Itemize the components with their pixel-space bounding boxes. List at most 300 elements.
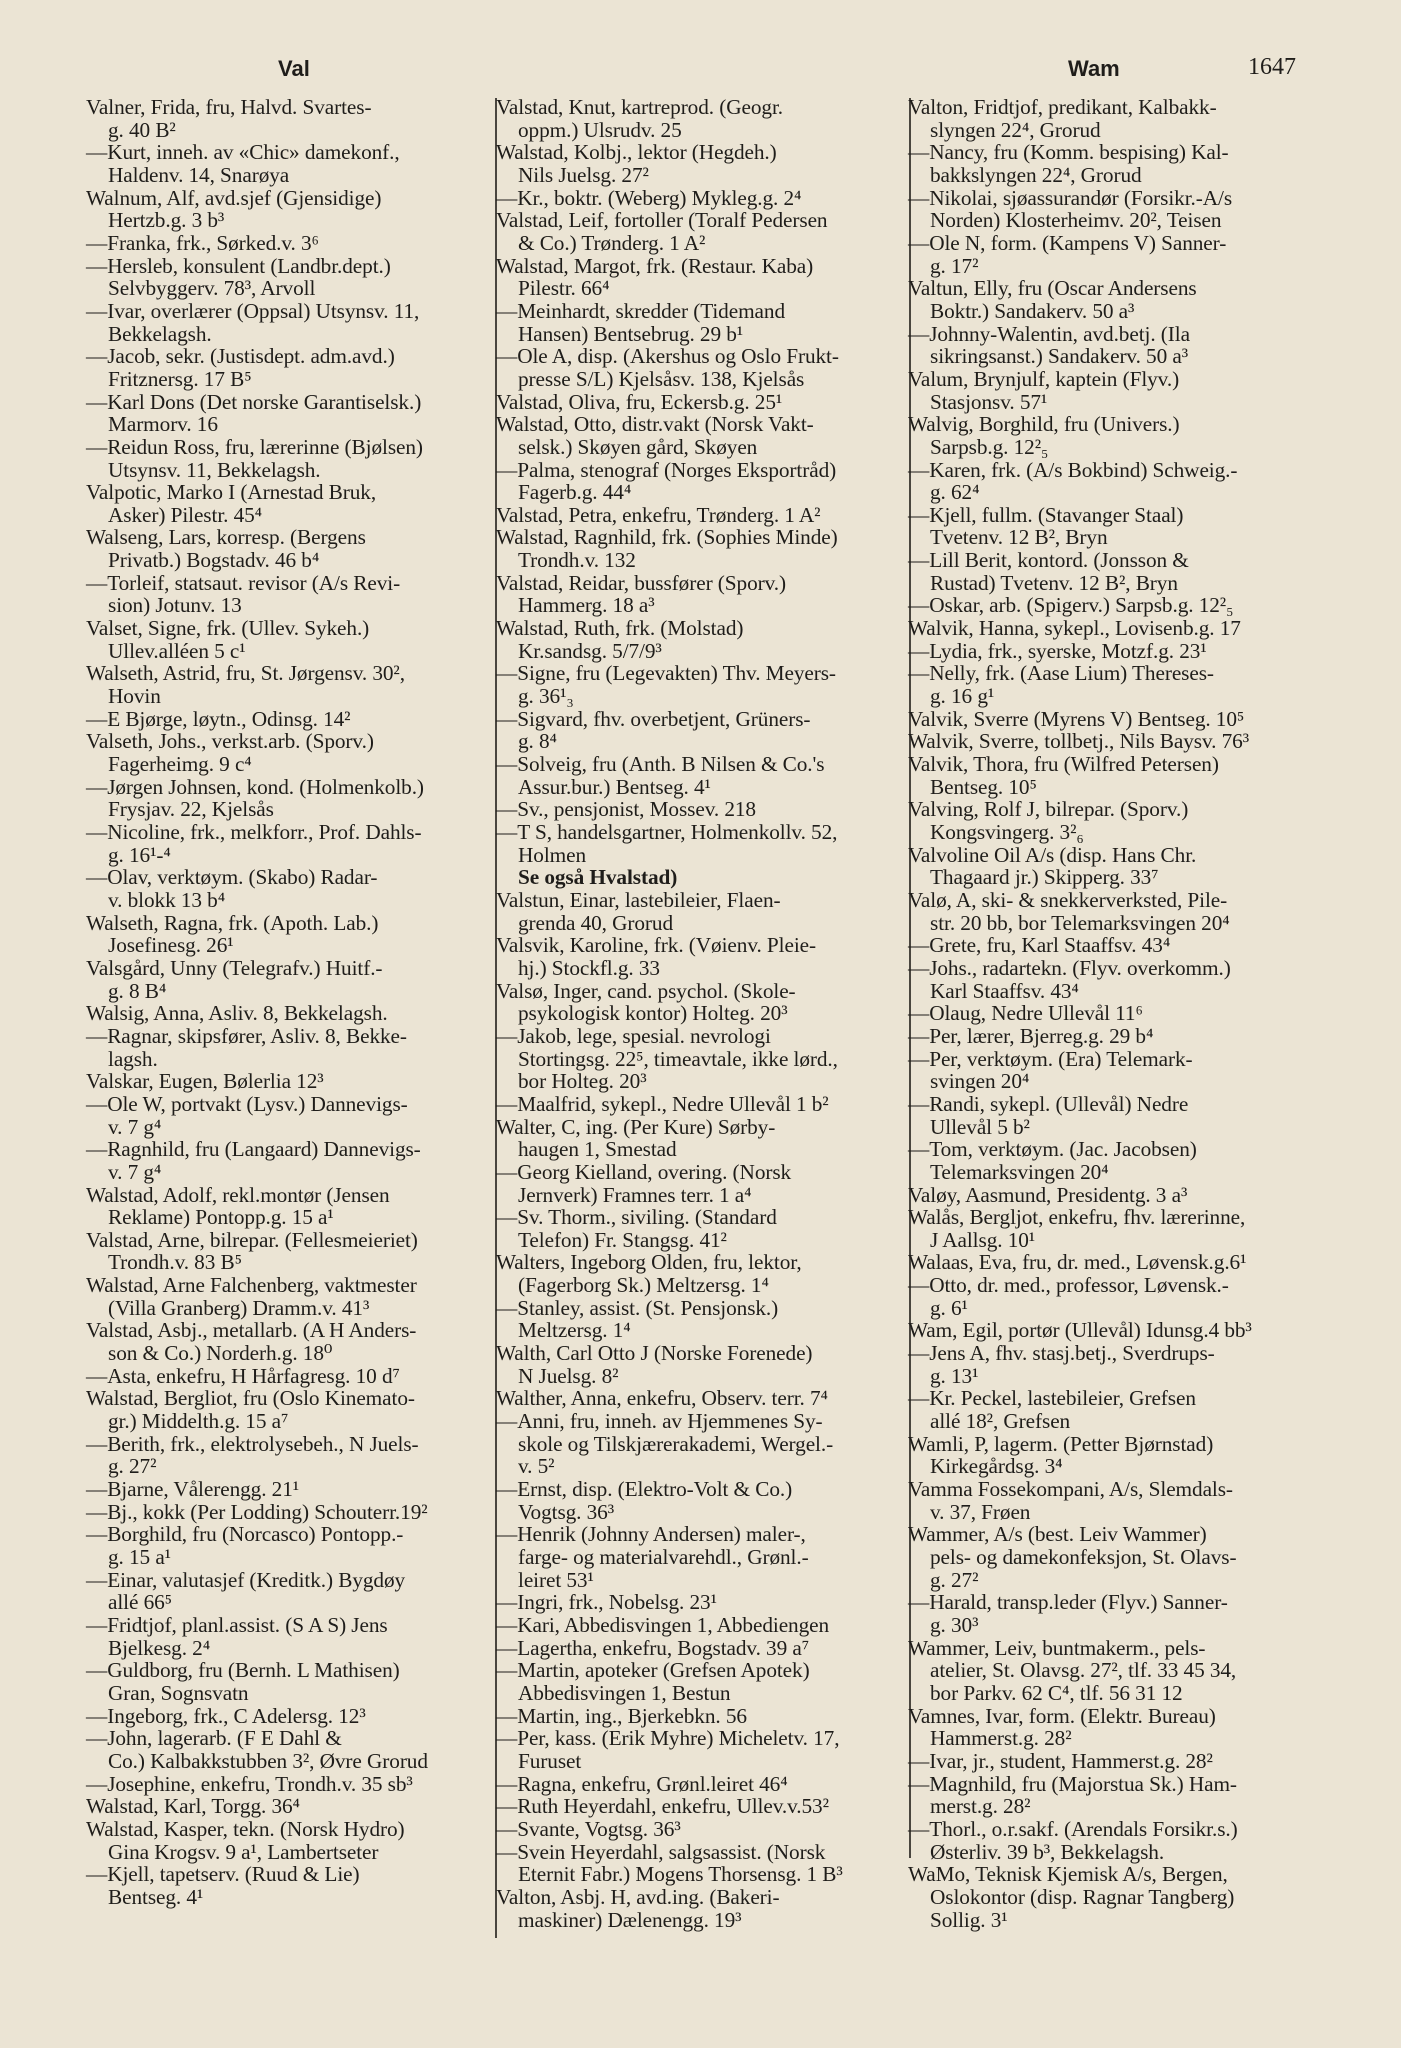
entry-continuation-line: Bekkelagsh. bbox=[108, 321, 212, 346]
directory-entry bbox=[908, 889, 1320, 934]
directory-entry bbox=[86, 1229, 492, 1274]
entry-line: Valum, Brynjulf, kaptein (Flyv.) bbox=[908, 366, 1180, 391]
directory-entry bbox=[908, 1002, 1320, 1025]
running-head-right: Wam bbox=[1068, 56, 1120, 81]
entry-line: Walaas, Eva, fru, dr. med., Løvensk.g.6¹ bbox=[908, 1250, 1247, 1275]
directory-entry bbox=[496, 1614, 910, 1637]
entry-line: Valstad, Reidar, bussfører (Sporv.) bbox=[496, 570, 786, 595]
entry-continuation-line: selsk.) Skøyen gård, Skøyen bbox=[518, 434, 758, 459]
directory-entry bbox=[86, 1138, 492, 1183]
entry-line: —Ernst, disp. (Elektro-Volt & Co.) bbox=[496, 1477, 793, 1502]
directory-entry bbox=[496, 662, 910, 707]
directory-entry bbox=[86, 1614, 492, 1659]
entry-continuation-line: presse S/L) Kjelsåsv. 138, Kjelsås bbox=[518, 366, 805, 391]
entry-continuation-line: Vogtsg. 36³ bbox=[518, 1499, 615, 1524]
entry-line: —Martin, ing., Bjerkebkn. 56 bbox=[496, 1703, 747, 1728]
entry-continuation-line: Furuset bbox=[518, 1748, 582, 1773]
entry-continuation-line: bakkslyngen 22⁴, Grorud bbox=[930, 162, 1142, 187]
entry-line: —Martin, apoteker (Grefsen Apotek) bbox=[496, 1658, 810, 1683]
entry-line: —Jacob, sekr. (Justisdept. adm.avd.) bbox=[86, 344, 395, 369]
directory-entry bbox=[496, 1093, 910, 1116]
directory-entry bbox=[496, 1206, 910, 1251]
entry-continuation-line: gr.) Middelth.g. 15 a⁷ bbox=[108, 1409, 289, 1434]
directory-entry bbox=[908, 1591, 1320, 1636]
entry-line: —Nikolai, sjøassurandør (Forsikr.-A/s bbox=[908, 185, 1233, 210]
directory-entry bbox=[908, 1206, 1320, 1251]
directory-entry bbox=[908, 1818, 1320, 1863]
entry-line: Walvik, Hanna, sykepl., Lovisenb.g. 17 bbox=[908, 616, 1241, 641]
directory-entry bbox=[86, 957, 492, 1002]
directory-entry bbox=[908, 594, 1320, 617]
page-number: 1647 bbox=[1248, 54, 1296, 80]
entry-line: Walstad, Margot, frk. (Restaur. Kaba) bbox=[496, 253, 814, 278]
entry-continuation-line: farge- og materialvarehdl., Grønl.- bbox=[518, 1545, 809, 1569]
entry-line: —Nelly, frk. (Aase Lium) Thereses- bbox=[908, 661, 1214, 686]
entry-continuation-line: Privatb.) Bogstadv. 46 b⁴ bbox=[108, 548, 320, 573]
entry-line: —Ragnar, skipsfører, Asliv. 8, Bekke- bbox=[86, 1023, 407, 1048]
directory-entry bbox=[86, 1727, 492, 1772]
entry-line: —Randi, sykepl. (Ullevål) Nedre bbox=[908, 1091, 1189, 1116]
entry-continuation-line: Karl Staaffsv. 43⁴ bbox=[930, 978, 1079, 1003]
entry-continuation-line: v. 7 g⁴ bbox=[108, 1159, 162, 1184]
entry-continuation-line: & Co.) Trønderg. 1 A² bbox=[518, 230, 706, 255]
entry-continuation-line: Ullev.alléen 5 c¹ bbox=[108, 638, 246, 663]
directory-entry bbox=[86, 187, 492, 232]
directory-entry bbox=[908, 413, 1320, 458]
entry-line: Walseng, Lars, korresp. (Bergens bbox=[86, 525, 366, 550]
directory-entry bbox=[86, 1478, 492, 1501]
entry-line: Valvoline Oil A/s (disp. Hans Chr. bbox=[908, 842, 1197, 867]
entry-continuation-line: Stortingsg. 22⁵, timeavtale, ikke lørd., bbox=[518, 1046, 838, 1071]
directory-entry bbox=[86, 1319, 492, 1364]
entry-line: —Kr. Peckel, lastebileier, Grefsen bbox=[908, 1386, 1196, 1411]
entry-line: —Svein Heyerdahl, salgsassist. (Norsk bbox=[496, 1839, 826, 1864]
entry-line: Valstad, Asbj., metallarb. (A H Anders- bbox=[86, 1318, 417, 1343]
entry-line: —Einar, valutasjef (Kreditk.) Bygdøy bbox=[86, 1567, 406, 1592]
entry-line: Valøy, Aasmund, Presidentg. 3 a³ bbox=[908, 1182, 1188, 1207]
directory-entry bbox=[908, 1048, 1320, 1093]
entry-continuation-line: g. 27² bbox=[108, 1454, 157, 1479]
entry-continuation-line: son & Co.) Norderh.g. 18⁰ bbox=[108, 1341, 333, 1366]
directory-entry bbox=[496, 1523, 910, 1591]
entry-continuation-line: Selvbyggerv. 78³, Arvoll bbox=[108, 276, 316, 301]
entry-continuation-line: g. 8 B⁴ bbox=[108, 978, 167, 1003]
entry-line: —Ragna, enkefru, Grønl.leiret 46⁴ bbox=[496, 1771, 788, 1796]
entry-continuation-line: Kr.sandsg. 5/7/9³ bbox=[518, 638, 662, 663]
directory-entry bbox=[496, 459, 910, 504]
entry-line: Valton, Asbj. H, avd.ing. (Bakeri- bbox=[496, 1884, 780, 1909]
entry-line: Valtun, Elly, fru (Oscar Andersens bbox=[908, 276, 1197, 301]
directory-entry bbox=[908, 187, 1320, 232]
directory-entry bbox=[86, 1093, 492, 1138]
entry-continuation-line: g. 16¹‑⁴ bbox=[108, 842, 171, 867]
entry-continuation-line: haugen 1, Smestad bbox=[518, 1137, 677, 1162]
entry-continuation-line: Gran, Sognsvatn bbox=[108, 1680, 249, 1705]
entry-line: Valving, Rolf J, bilrepar. (Sporv.) bbox=[908, 797, 1189, 822]
directory-entry bbox=[908, 1773, 1320, 1818]
entry-line: Valstad, Leif, fortoller (Toralf Pedersen bbox=[496, 208, 828, 233]
entry-continuation-line: g. 27² bbox=[930, 1567, 979, 1592]
entry-continuation-line: lagsh. bbox=[108, 1046, 158, 1071]
directory-entry bbox=[908, 1184, 1320, 1207]
entry-continuation-line: bor Holteg. 20³ bbox=[518, 1069, 647, 1094]
directory-entry bbox=[908, 1093, 1320, 1138]
directory-entry bbox=[908, 368, 1320, 413]
entry-continuation-line: Reklame) Pontopp.g. 15 a¹ bbox=[108, 1205, 334, 1230]
directory-entry bbox=[496, 526, 910, 571]
entry-continuation-line: Trondh.v. 132 bbox=[518, 548, 636, 573]
directory-entry bbox=[908, 640, 1320, 663]
directory-entry bbox=[908, 459, 1320, 504]
entry-continuation-line: Bentseg. 4¹ bbox=[108, 1884, 204, 1909]
entry-continuation-line: Josefinesg. 26¹ bbox=[108, 933, 234, 958]
entry-line: Wam, Egil, portør (Ullevål) Idunsg.4 bb³ bbox=[908, 1318, 1252, 1343]
entry-line: —Sv. Thorm., siviling. (Standard bbox=[496, 1205, 777, 1230]
directory-entry bbox=[908, 1319, 1320, 1342]
directory-entry bbox=[908, 798, 1320, 843]
entry-line: —Tom, verktøym. (Jac. Jacobsen) bbox=[908, 1137, 1197, 1162]
directory-entry bbox=[908, 504, 1320, 549]
entry-continuation-line: Rustad) Tvetenv. 12 B², Bryn bbox=[930, 570, 1178, 595]
entry-line: WaMo, Teknisk Kjemisk A/s, Bergen, bbox=[908, 1862, 1228, 1887]
entry-line: —Berith, frk., elektrolysebeh., N Juels- bbox=[86, 1431, 419, 1456]
entry-line: Valton, Fridtjof, predikant, Kalbakk- bbox=[908, 95, 1217, 119]
directory-entry bbox=[496, 1727, 910, 1772]
entry-line: —Borghild, fru (Norcasco) Pontopp.- bbox=[86, 1522, 404, 1547]
directory-entry bbox=[86, 481, 492, 526]
directory-entry bbox=[86, 232, 492, 255]
directory-entry bbox=[908, 549, 1320, 594]
entry-continuation-line: v. blokk 13 b⁴ bbox=[108, 887, 226, 912]
directory-entry bbox=[908, 1750, 1320, 1773]
directory-entry bbox=[908, 957, 1320, 1002]
directory-entry bbox=[86, 526, 492, 571]
entry-line: —Thorl., o.r.sakf. (Arendals Forsikr.s.) bbox=[908, 1816, 1238, 1841]
entry-line: Walter, C, ing. (Per Kure) Sørby- bbox=[496, 1114, 776, 1139]
entry-line: —Maalfrid, sykepl., Nedre Ullevål 1 b² bbox=[496, 1091, 829, 1116]
entry-line: —Grete, fru, Karl Staaffsv. 43⁴ bbox=[908, 933, 1171, 958]
entry-line: Wamli, P, lagerm. (Petter Bjørnstad) bbox=[908, 1431, 1214, 1456]
entry-continuation-line: oppm.) Ulsrudv. 25 bbox=[518, 117, 682, 142]
entry-line: Valsgård, Unny (Telegrafv.) Huitf.- bbox=[86, 955, 383, 980]
directory-entry bbox=[496, 708, 910, 753]
entry-line: —Otto, dr. med., professor, Løvensk.- bbox=[908, 1273, 1229, 1298]
entry-line: —Signe, fru (Legevakten) Thv. Meyers- bbox=[496, 661, 836, 686]
directory-entry bbox=[496, 300, 910, 345]
entry-line: Valset, Signe, frk. (Ullev. Sykeh.) bbox=[86, 616, 370, 641]
entry-line: Valstun, Einar, lastebileier, Flaen- bbox=[496, 887, 781, 912]
entry-line: Se også Hvalstad) bbox=[518, 865, 678, 890]
entry-line: —Josephine, enkefru, Trondh.v. 35 sb³ bbox=[86, 1771, 413, 1796]
entry-continuation-line: Oslokontor (disp. Ragnar Tangberg) bbox=[930, 1884, 1235, 1909]
entry-line: —Ivar, jr., student, Hammerst.g. 28² bbox=[908, 1748, 1213, 1773]
entry-line: —Karen, frk. (A/s Bokbind) Schweig.- bbox=[908, 457, 1238, 482]
entry-line: Walstad, Ragnhild, frk. (Sophies Minde) bbox=[496, 525, 838, 550]
entry-line: Valø, A, ski- & snekkerverksted, Pile- bbox=[908, 887, 1228, 912]
entry-line: —Ole A, disp. (Akershus og Oslo Frukt- bbox=[496, 344, 839, 369]
entry-line: —Jørgen Johnsen, kond. (Holmenkolb.) bbox=[86, 774, 424, 799]
entry-continuation-line: g. 8⁴ bbox=[518, 729, 557, 754]
directory-entry bbox=[86, 436, 492, 481]
entry-continuation-line: maskiner) Dælenengg. 19³ bbox=[518, 1907, 742, 1932]
page-header bbox=[0, 56, 1401, 90]
directory-entry bbox=[908, 277, 1320, 322]
entry-line: —Bjarne, Vålerengg. 21¹ bbox=[86, 1477, 300, 1502]
entry-continuation-line: g. 15 a¹ bbox=[108, 1545, 171, 1569]
entry-continuation-line: Asker) Pilestr. 45⁴ bbox=[108, 502, 262, 527]
entry-line: —Jens A, fhv. stasj.betj., Sverdrups- bbox=[908, 1341, 1215, 1366]
entry-line: —Johs., radartekn. (Flyv. overkomm.) bbox=[908, 955, 1231, 980]
directory-entry bbox=[496, 96, 910, 141]
entry-line: —Kr., boktr. (Weberg) Mykleg.g. 2⁴ bbox=[496, 185, 802, 210]
entry-line: Vamma Fossekompani, A/s, Slemdals- bbox=[908, 1477, 1233, 1502]
entry-line: —Solveig, fru (Anth. B Nilsen & Co.'s bbox=[496, 752, 825, 777]
entry-line: Walstad, Otto, distr.vakt (Norsk Vakt- bbox=[496, 412, 814, 437]
directory-entry bbox=[496, 1478, 910, 1523]
entry-line: Walnum, Alf, avd.sjef (Gjensidige) bbox=[86, 185, 382, 210]
entry-continuation-line: Frysjav. 22, Kjelsås bbox=[108, 797, 274, 822]
entry-line: —Per, lærer, Bjerreg.g. 29 b⁴ bbox=[908, 1023, 1154, 1048]
entry-continuation-line: v. 37, Frøen bbox=[930, 1499, 1031, 1524]
entry-line: —Ole N, form. (Kampens V) Sanner- bbox=[908, 230, 1227, 255]
entry-continuation-line: Sollig. 3¹ bbox=[930, 1907, 1008, 1932]
entry-continuation-line: Kirkegårdsg. 3⁴ bbox=[930, 1454, 1063, 1479]
directory-column-2 bbox=[496, 96, 910, 1931]
entry-line: Valstad, Oliva, fru, Eckersb.g. 25¹ bbox=[496, 389, 783, 414]
entry-continuation-line: Østerliv. 39 b³, Bekkelagsh. bbox=[930, 1839, 1165, 1864]
entry-line: —Lydia, frk., syerske, Motzf.g. 23¹ bbox=[908, 638, 1207, 663]
directory-entry bbox=[86, 1387, 492, 1432]
entry-continuation-line: pels- og damekonfeksjon, St. Olavs- bbox=[930, 1545, 1237, 1569]
entry-line: —Svante, Vogtsg. 36³ bbox=[496, 1816, 681, 1841]
entry-line: —Ivar, overlærer (Oppsal) Utsynsv. 11, bbox=[86, 298, 420, 323]
directory-column-3 bbox=[908, 96, 1320, 1931]
entry-line: Walth, Carl Otto J (Norske Forenede) bbox=[496, 1341, 813, 1366]
directory-entry bbox=[496, 1818, 910, 1841]
directory-entry bbox=[86, 572, 492, 617]
entry-continuation-line: merst.g. 28² bbox=[930, 1794, 1031, 1819]
directory-entry bbox=[908, 1342, 1320, 1387]
directory-entry bbox=[86, 300, 492, 345]
directory-entry bbox=[496, 391, 910, 414]
entry-continuation-line: Stasjonsv. 57¹ bbox=[930, 389, 1048, 414]
entry-line: —Bj., kokk (Per Lodding) Schouterr.19² bbox=[86, 1499, 428, 1524]
entry-line: —Ole W, portvakt (Lysv.) Dannevigs- bbox=[86, 1091, 408, 1116]
entry-continuation-line: Abbedisvingen 1, Bestun bbox=[518, 1680, 731, 1705]
entry-continuation-line: sikringsanst.) Sandakerv. 50 a³ bbox=[930, 344, 1189, 369]
directory-entry bbox=[86, 662, 492, 707]
directory-entry bbox=[86, 1705, 492, 1728]
directory-entry bbox=[496, 821, 910, 866]
directory-entry bbox=[908, 730, 1320, 753]
entry-line: Walther, Anna, enkefru, Observ. terr. 7⁴ bbox=[496, 1386, 828, 1411]
entry-continuation-line: g. 16 g¹ bbox=[930, 684, 995, 709]
directory-column-1 bbox=[86, 96, 492, 1909]
directory-entry bbox=[496, 1841, 910, 1886]
directory-entry bbox=[86, 1274, 492, 1319]
directory-entry bbox=[496, 1251, 910, 1296]
entry-line: Valsvik, Karoline, frk. (Vøienv. Pleie- bbox=[496, 933, 817, 958]
entry-continuation-line: g. 6¹ bbox=[930, 1295, 968, 1320]
entry-line: —Per, kass. (Erik Myhre) Micheletv. 17, bbox=[496, 1726, 840, 1751]
entry-continuation-line: Bentseg. 10⁵ bbox=[930, 774, 1037, 799]
entry-line: Walvig, Borghild, fru (Univers.) bbox=[908, 412, 1180, 437]
entry-line: —Kjell, tapetserv. (Ruud & Lie) bbox=[86, 1862, 360, 1887]
entry-continuation-line: svingen 20⁴ bbox=[930, 1069, 1030, 1094]
entry-line: Vamnes, Ivar, form. (Elektr. Bureau) bbox=[908, 1703, 1216, 1728]
entry-line: —Nancy, fru (Komm. bespising) Kal- bbox=[908, 140, 1229, 165]
entry-continuation-line: str. 20 bb, bor Telemarksvingen 20⁴ bbox=[930, 910, 1230, 935]
entry-line: —Hersleb, konsulent (Landbr.dept.) bbox=[86, 253, 391, 278]
entry-continuation-line: Pilestr. 66⁴ bbox=[518, 276, 610, 301]
entry-line: —Per, verktøym. (Era) Telemark- bbox=[908, 1046, 1193, 1071]
entry-line: —Lill Berit, kontord. (Jonsson & bbox=[908, 548, 1189, 573]
directory-entry bbox=[908, 1705, 1320, 1750]
entry-line: —Reidun Ross, fru, lærerinne (Bjølsen) bbox=[86, 434, 423, 459]
directory-entry bbox=[496, 1591, 910, 1614]
entry-line: —Harald, transp.leder (Flyv.) Sanner- bbox=[908, 1590, 1228, 1615]
directory-entry bbox=[86, 1863, 492, 1908]
directory-entry bbox=[496, 934, 910, 979]
entry-line: Walstad, Kolbj., lektor (Hegdeh.) bbox=[496, 140, 777, 165]
directory-entry bbox=[496, 413, 910, 458]
directory-entry bbox=[496, 209, 910, 254]
entry-continuation-line: Telefon) Fr. Stangsg. 41² bbox=[518, 1227, 727, 1252]
entry-continuation-line: Hammerg. 18 a³ bbox=[518, 593, 655, 618]
entry-continuation-line: Co.) Kalbakkstubben 3², Øvre Grorud bbox=[108, 1748, 428, 1773]
directory-entry bbox=[496, 1387, 910, 1410]
entry-continuation-line: Kongsvingerg. 3²₆ bbox=[930, 820, 1084, 844]
entry-continuation-line: Meltzersg. 1⁴ bbox=[518, 1318, 631, 1343]
entry-line: —Olaug, Nedre Ullevål 11⁶ bbox=[908, 1001, 1143, 1026]
entry-line: —Olav, verktøym. (Skabo) Radar- bbox=[86, 865, 378, 890]
directory-entry bbox=[908, 1274, 1320, 1319]
entry-line: Walstad, Arne Falchenberg, vaktmester bbox=[86, 1273, 417, 1298]
entry-line: Valskar, Eugen, Bølerlia 12³ bbox=[86, 1069, 324, 1094]
directory-entry bbox=[86, 776, 492, 821]
entry-continuation-line: Fagerb.g. 44⁴ bbox=[518, 480, 632, 505]
directory-entry bbox=[908, 844, 1320, 889]
entry-line: —Meinhardt, skredder (Tidemand bbox=[496, 298, 785, 323]
directory-entry bbox=[908, 1523, 1320, 1591]
directory-entry bbox=[86, 1365, 492, 1388]
entry-line: —Sv., pensjonist, Mossev. 218 bbox=[496, 797, 756, 822]
entry-continuation-line: allé 66⁵ bbox=[108, 1590, 172, 1615]
directory-entry bbox=[908, 1863, 1320, 1931]
entry-continuation-line: atelier, St. Olavsg. 27², tlf. 33 45 34, bbox=[930, 1658, 1237, 1683]
entry-line: Walters, Ingeborg Olden, fru, lektor, bbox=[496, 1250, 802, 1275]
entry-line: Wammer, A/s (best. Leiv Wammer) bbox=[908, 1522, 1207, 1547]
directory-entry bbox=[496, 1886, 910, 1931]
directory-entry bbox=[496, 1637, 910, 1660]
entry-line: —Fridtjof, planl.assist. (S A S) Jens bbox=[86, 1612, 388, 1637]
directory-entry bbox=[86, 708, 492, 731]
directory-entry bbox=[908, 141, 1320, 186]
directory-entry bbox=[496, 866, 910, 889]
entry-line: —T S, handelsgartner, Holmenkollv. 52, bbox=[496, 820, 838, 844]
entry-line: —Anni, fru, inneh. av Hjemmenes Sy- bbox=[496, 1409, 823, 1434]
entry-continuation-line: J Aallsg. 10¹ bbox=[930, 1227, 1036, 1252]
directory-entry bbox=[496, 572, 910, 617]
entry-continuation-line: skole og Tilskjærerakademi, Wergel.- bbox=[518, 1431, 834, 1456]
directory-entry bbox=[908, 1433, 1320, 1478]
directory-entry bbox=[908, 96, 1320, 141]
entry-line: —Nicoline, frk., melkforr., Prof. Dahls- bbox=[86, 820, 422, 844]
entry-continuation-line: v. 5² bbox=[518, 1454, 555, 1479]
entry-continuation-line: g. 30³ bbox=[930, 1612, 979, 1637]
entry-continuation-line: Holmen bbox=[518, 842, 587, 867]
entry-continuation-line: g. 13¹ bbox=[930, 1363, 979, 1388]
entry-continuation-line: sion) Jotunv. 13 bbox=[108, 593, 242, 618]
directory-entry bbox=[908, 617, 1320, 640]
entry-line: Walstad, Kasper, tekn. (Norsk Hydro) bbox=[86, 1816, 405, 1841]
directory-entry bbox=[908, 1478, 1320, 1523]
entry-line: —Lagertha, enkefru, Bogstadv. 39 a⁷ bbox=[496, 1635, 810, 1660]
entry-continuation-line: Utsynsv. 11, Bekkelagsh. bbox=[108, 457, 321, 482]
entry-continuation-line: bor Parkv. 62 C⁴, tlf. 56 31 12 bbox=[930, 1680, 1183, 1705]
entry-line: Walstad, Ruth, frk. (Molstad) bbox=[496, 616, 744, 641]
directory-entry bbox=[86, 1659, 492, 1704]
entry-line: Walås, Bergljot, enkefru, fhv. lærerinne, bbox=[908, 1205, 1246, 1230]
directory-entry bbox=[86, 617, 492, 662]
directory-entry bbox=[908, 1138, 1320, 1183]
entry-line: Valner, Frida, fru, Halvd. Svartes- bbox=[86, 95, 372, 119]
entry-line: —Karl Dons (Det norske Garantiselsk.) bbox=[86, 389, 422, 414]
directory-entry bbox=[908, 1025, 1320, 1048]
entry-continuation-line: Sarpsb.g. 12²₅ bbox=[930, 434, 1049, 459]
directory-entry bbox=[86, 1184, 492, 1229]
directory-entry bbox=[86, 866, 492, 911]
directory-entry bbox=[496, 889, 910, 934]
entry-line: Valvik, Sverre (Myrens V) Bentseg. 10⁵ bbox=[908, 706, 1245, 731]
entry-continuation-line: Hovin bbox=[108, 684, 161, 709]
directory-entry bbox=[496, 980, 910, 1025]
entry-line: —Ingeborg, frk., C Adelersg. 12³ bbox=[86, 1703, 366, 1728]
directory-entry bbox=[86, 1523, 492, 1568]
entry-line: —Ragnhild, fru (Langaard) Dannevigs- bbox=[86, 1137, 421, 1162]
entry-line: Valvik, Thora, fru (Wilfred Petersen) bbox=[908, 752, 1219, 777]
entry-line: —Palma, stenograf (Norges Eksportråd) bbox=[496, 457, 837, 482]
entry-line: Walstad, Karl, Torgg. 36⁴ bbox=[86, 1794, 300, 1819]
entry-line: —Sigvard, fhv. overbetjent, Grüners- bbox=[496, 706, 811, 731]
directory-entry bbox=[86, 1795, 492, 1818]
entry-continuation-line: Boktr.) Sandakerv. 50 a³ bbox=[930, 298, 1135, 323]
entry-continuation-line: g. 17² bbox=[930, 253, 979, 278]
directory-entry bbox=[496, 255, 910, 300]
entry-continuation-line: g. 62⁴ bbox=[930, 480, 980, 505]
directory-entry bbox=[86, 1070, 492, 1093]
entry-line: Valseth, Johs., verkst.arb. (Sporv.) bbox=[86, 729, 374, 754]
entry-line: —Jakob, lege, spesial. nevrologi bbox=[496, 1023, 771, 1048]
entry-continuation-line: Bjelkesg. 2⁴ bbox=[108, 1635, 211, 1660]
entry-continuation-line: (Fagerborg Sk.) Meltzersg. 1⁴ bbox=[518, 1273, 769, 1298]
entry-continuation-line: Trondh.v. 83 B⁵ bbox=[108, 1250, 242, 1275]
directory-entry bbox=[86, 1025, 492, 1070]
entry-line: —Torleif, statsaut. revisor (A/s Revi- bbox=[86, 570, 401, 595]
entry-line: —Ingri, frk., Nobelsg. 23¹ bbox=[496, 1590, 717, 1615]
directory-entry bbox=[496, 1659, 910, 1704]
entry-continuation-line: leiret 53¹ bbox=[518, 1567, 594, 1592]
entry-continuation-line: Gina Krogsv. 9 a¹, Lambertseter bbox=[108, 1839, 379, 1864]
entry-line: —Georg Kielland, overing. (Norsk bbox=[496, 1159, 792, 1184]
entry-continuation-line: Norden) Klosterheimv. 20², Teisen bbox=[930, 208, 1222, 233]
entry-continuation-line: Jernverk) Framnes terr. 1 a⁴ bbox=[518, 1182, 752, 1207]
directory-entry bbox=[496, 617, 910, 662]
directory-entry bbox=[908, 708, 1320, 731]
entry-continuation-line: Hansen) Bentsebrug. 29 b¹ bbox=[518, 321, 744, 346]
directory-entry bbox=[86, 1569, 492, 1614]
directory-entry bbox=[496, 1297, 910, 1342]
